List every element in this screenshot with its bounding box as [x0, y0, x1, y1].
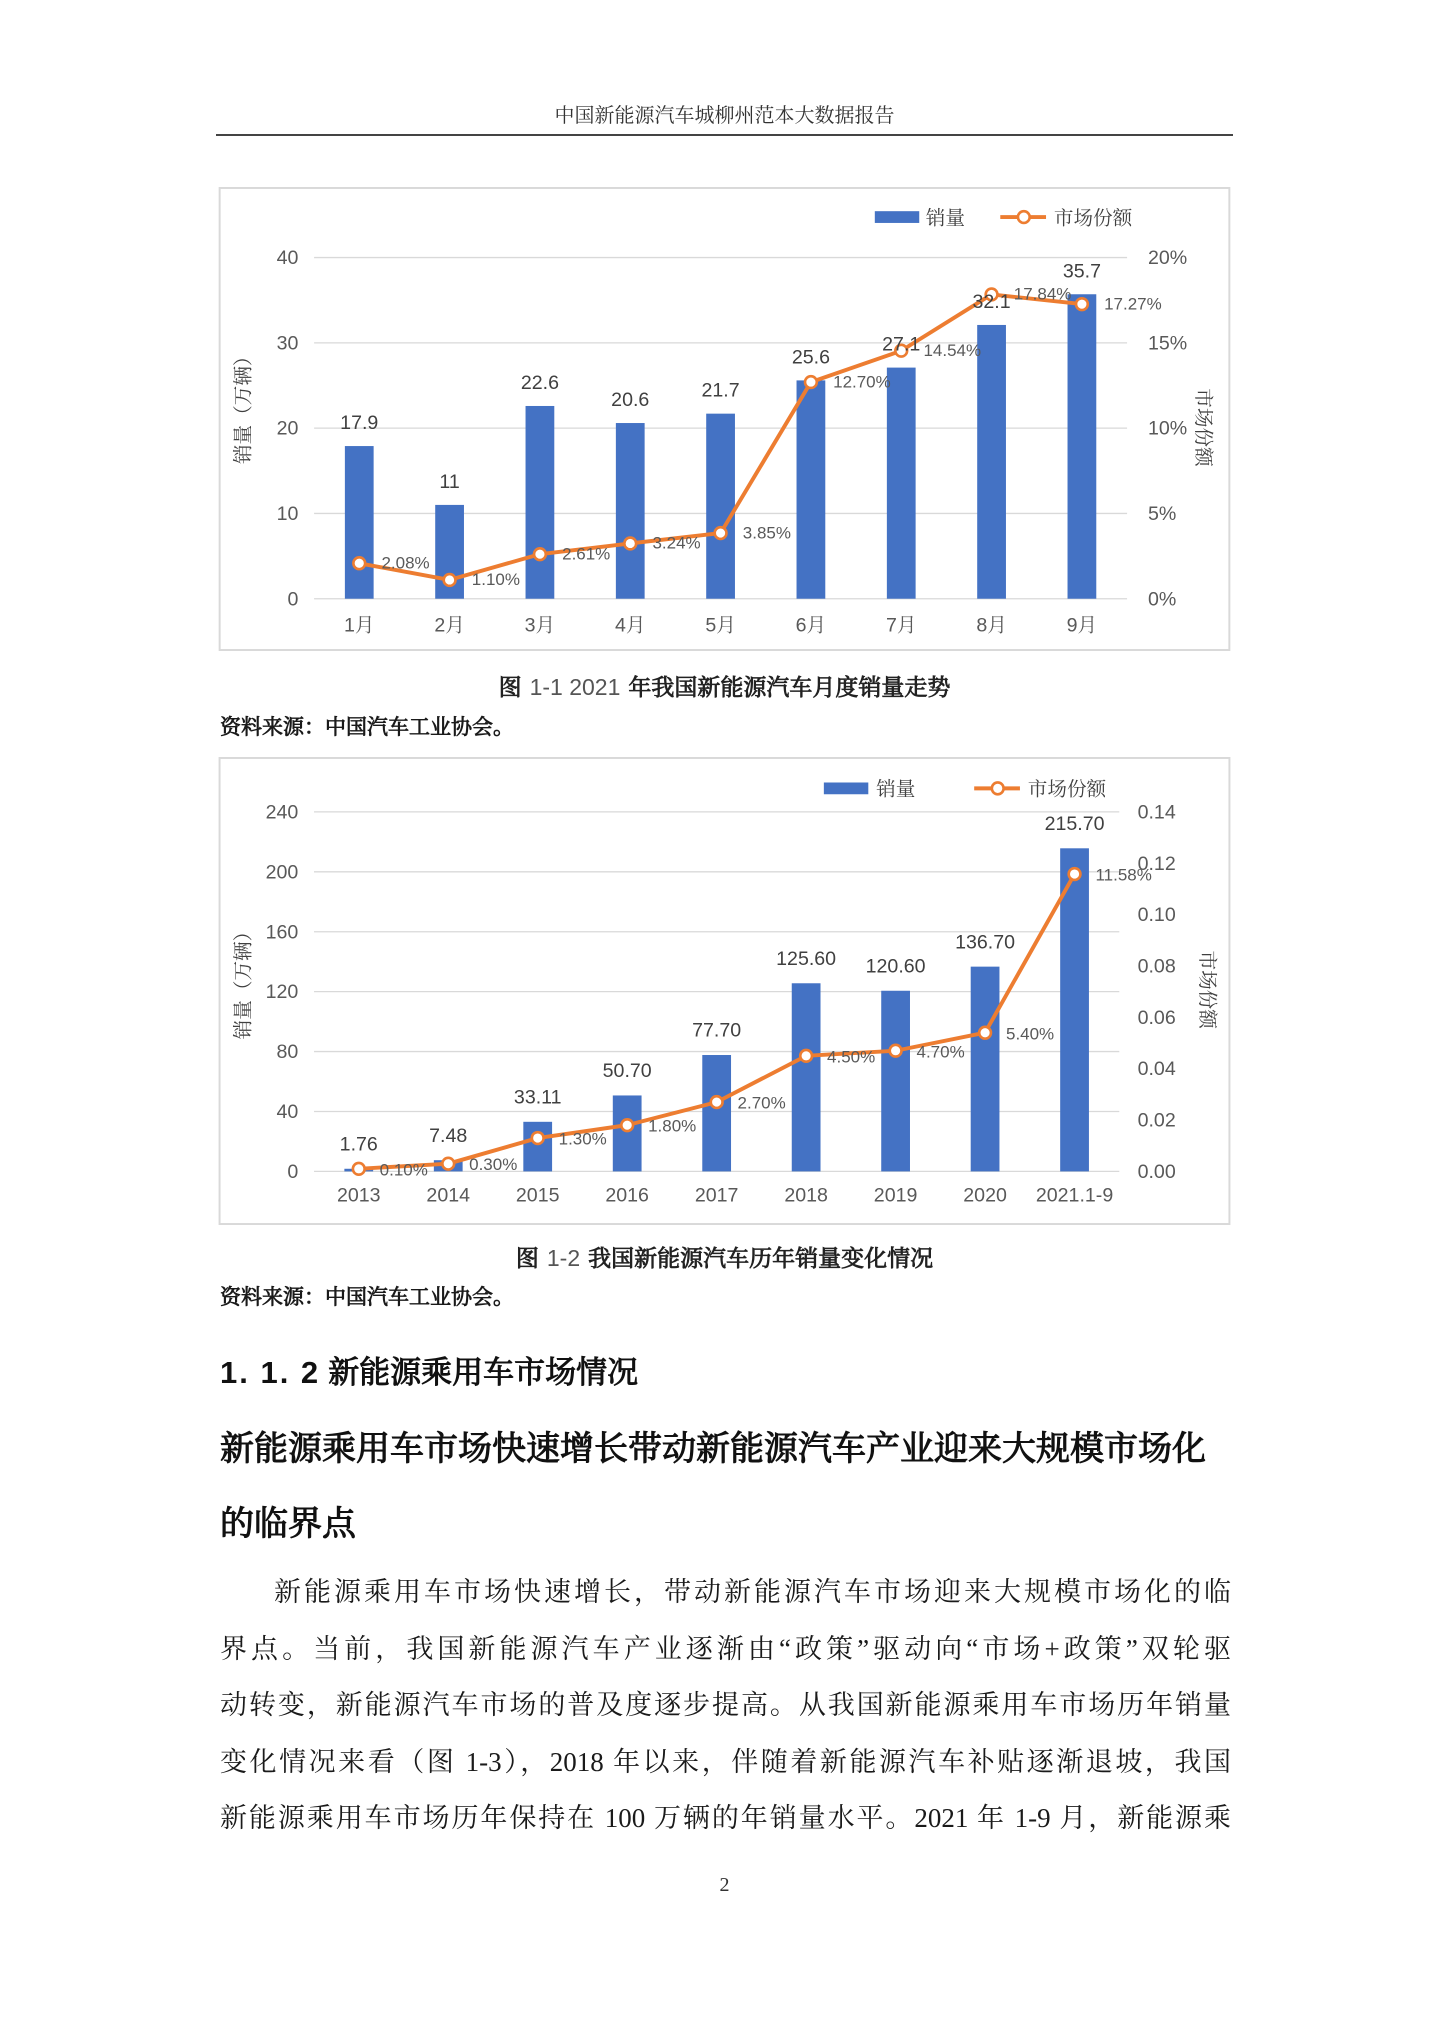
bar-value-label: 22.6 — [520, 371, 559, 394]
subtitle-line: 新能源乘用车市场快速增长带动新能源汽车产业迎来大规模市场化 — [220, 1429, 1206, 1469]
market-share-marker — [534, 548, 546, 560]
body-paragraph — [220, 1564, 1231, 1847]
body-line: 界点。当前，我国新能源汽车产业逐渐由“政策”驱动向“市场+政策”双轮驱 — [220, 1633, 1231, 1664]
y-axis-tick-label: 40 — [276, 247, 299, 270]
y2-axis-tick-label: 0.10 — [1137, 904, 1176, 927]
body-line: 新能源乘用车市场历年保持在 100 万辆的年销量水平。2021 年 1-9 月，新能源乘 — [220, 1803, 1231, 1834]
y2-axis-tick-label: 10% — [1147, 417, 1188, 440]
y-axis-title: 销量（万辆） — [232, 346, 255, 465]
x-axis-tick-label: 2013 — [336, 1184, 381, 1207]
market-share-label: 2.70% — [737, 1093, 786, 1113]
market-share-label: 4.70% — [916, 1042, 965, 1062]
y2-axis-tick-label: 0.08 — [1137, 955, 1176, 978]
y-axis-tick-label: 120 — [265, 981, 299, 1004]
sales-bar — [523, 1122, 552, 1172]
running-header: 中国新能源汽车城柳州范本大数据报告 — [554, 103, 895, 127]
sales-bar — [1060, 848, 1089, 1171]
y-axis-tick-label: 0 — [287, 588, 299, 611]
bar-value-label: 35.7 — [1062, 260, 1101, 283]
section-title: 新能源乘用车市场情况 — [328, 1355, 639, 1391]
market-share-marker — [532, 1132, 544, 1144]
market-share-marker — [1069, 868, 1081, 880]
x-axis-tick-label: 9月 — [1066, 614, 1098, 637]
market-share-label: 17.27% — [1104, 294, 1162, 314]
y2-axis-tick-label: 5% — [1147, 502, 1177, 525]
y2-axis-tick-label: 0.04 — [1137, 1058, 1176, 1081]
market-share-marker — [715, 527, 727, 539]
sales-bar — [345, 446, 374, 599]
sales-bar — [977, 325, 1006, 599]
monthly-sales-chart — [218, 187, 1231, 651]
x-axis-tick-label: 2020 — [963, 1184, 1007, 1207]
bar-value-label: 27.1 — [882, 333, 921, 356]
market-share-marker — [353, 557, 365, 569]
y-axis-tick-label: 10 — [276, 502, 299, 525]
sales-bar — [1068, 294, 1097, 598]
caption-text: 我国新能源汽车历年销量变化情况 — [588, 1246, 934, 1272]
x-axis-tick-label: 2月 — [434, 614, 465, 637]
caption-number: 1-2 — [546, 1245, 581, 1271]
subtitle-line: 的临界点 — [220, 1504, 356, 1544]
market-share-label: 12.70% — [833, 372, 891, 392]
y-axis-tick-label: 0 — [287, 1160, 299, 1183]
x-axis-tick-label: 4月 — [614, 614, 646, 637]
market-share-label: 0.10% — [379, 1160, 428, 1180]
y2-axis-tick-label: 20% — [1147, 247, 1188, 270]
legend-share-label: 市场份额 — [1027, 778, 1107, 801]
bar-value-label: 125.60 — [776, 947, 837, 970]
bar-value-label: 136.70 — [955, 931, 1016, 954]
x-axis-tick-label: 2021.1-9 — [1035, 1184, 1114, 1207]
market-share-marker — [979, 1027, 991, 1039]
page-number: 2 — [719, 1874, 730, 1896]
bar-value-label: 20.6 — [611, 389, 650, 412]
y-axis-tick-label: 240 — [265, 801, 299, 824]
figure-1-caption — [218, 671, 1231, 703]
x-axis-tick-label: 2017 — [694, 1184, 739, 1207]
sales-bar — [526, 406, 555, 599]
y2-axis-tick-label: 0.14 — [1137, 801, 1176, 824]
legend-sales-swatch — [875, 211, 919, 223]
bar-value-label: 33.11 — [513, 1086, 562, 1109]
x-axis-tick-label: 5月 — [705, 614, 736, 637]
market-share-marker — [624, 538, 636, 550]
market-share-label: 4.50% — [827, 1047, 876, 1067]
y-axis-tick-label: 200 — [265, 861, 299, 884]
x-axis-tick-label: 2019 — [873, 1184, 918, 1207]
bar-value-label: 77.70 — [692, 1019, 742, 1042]
bar-value-label: 21.7 — [701, 379, 740, 402]
figure-1-source: 资料来源：中国汽车工业协会。 — [220, 715, 514, 739]
section-subtitle — [220, 1412, 1231, 1562]
y2-axis-tick-label: 0.00 — [1137, 1160, 1176, 1183]
y2-axis-title: 市场份额 — [1195, 950, 1218, 1029]
sales-bar — [616, 423, 645, 599]
bar-value-label: 32.1 — [972, 290, 1011, 313]
market-share-marker — [711, 1096, 723, 1108]
market-share-label: 1.30% — [558, 1129, 607, 1149]
caption-label: 图 — [498, 675, 522, 701]
market-share-marker — [800, 1050, 812, 1062]
market-share-marker — [353, 1163, 365, 1175]
bar-value-label: 215.70 — [1044, 813, 1105, 836]
bar-value-label: 25.6 — [791, 346, 830, 369]
legend-share-label: 市场份额 — [1053, 207, 1133, 230]
market-share-label: 5.40% — [1005, 1024, 1055, 1044]
bar-value-label: 7.48 — [429, 1124, 468, 1147]
bar-value-label: 50.70 — [602, 1060, 652, 1083]
sales-bar — [797, 380, 826, 598]
y-axis-tick-label: 30 — [276, 332, 299, 355]
figure-2-caption — [218, 1242, 1231, 1274]
bar-value-label: 11 — [439, 470, 460, 493]
body-line: 动转变，新能源汽车市场的普及度逐步提高。从我国新能源乘用车市场历年销量 — [220, 1690, 1231, 1721]
market-share-label: 14.54% — [923, 340, 982, 360]
market-share-marker — [805, 376, 817, 388]
market-share-marker — [621, 1119, 633, 1131]
sales-bar — [613, 1095, 642, 1171]
section-heading — [220, 1354, 638, 1392]
market-share-label: 2.08% — [381, 553, 430, 573]
bar-value-label: 1.76 — [339, 1133, 378, 1156]
y2-axis-tick-label: 0.02 — [1137, 1109, 1176, 1132]
body-line: 变化情况来看（图 1-3），2018 年以来，伴随着新能源汽车补贴逐渐退坡，我国 — [220, 1746, 1231, 1777]
header-rule — [216, 134, 1233, 136]
caption-text: 年我国新能源汽车月度销量走势 — [628, 675, 951, 701]
x-axis-tick-label: 2018 — [784, 1184, 828, 1207]
y2-axis-title: 市场份额 — [1191, 388, 1214, 467]
x-axis-tick-label: 1月 — [344, 614, 375, 637]
figure-2-source: 资料来源：中国汽车工业协会。 — [220, 1285, 514, 1309]
x-axis-tick-label: 3月 — [524, 614, 556, 637]
market-share-label: 17.84% — [1013, 284, 1072, 304]
x-axis-tick-label: 2015 — [515, 1184, 560, 1207]
sales-bar — [702, 1055, 731, 1171]
market-share-marker — [890, 1045, 902, 1057]
y2-axis-tick-label: 0% — [1147, 588, 1177, 611]
market-share-label: 3.85% — [742, 523, 791, 543]
body-line: 新能源乘用车市场快速增长，带动新能源汽车市场迎来大规模市场化的临 — [274, 1577, 1231, 1607]
market-share-marker — [444, 574, 456, 586]
legend-share-marker — [992, 782, 1004, 794]
x-axis-tick-label: 6月 — [795, 614, 827, 637]
market-share-marker — [442, 1158, 454, 1170]
bar-value-label: 120.60 — [865, 955, 926, 978]
market-share-label: 1.80% — [648, 1116, 697, 1136]
y2-axis-tick-label: 0.12 — [1137, 852, 1176, 875]
x-axis-tick-label: 8月 — [976, 614, 1007, 637]
y-axis-tick-label: 160 — [265, 921, 299, 944]
market-share-marker — [1076, 298, 1088, 310]
figure-1 — [218, 187, 1231, 651]
legend-sales-label: 销量 — [925, 207, 965, 230]
sales-bar — [881, 991, 910, 1172]
market-share-label: 2.61% — [562, 544, 611, 564]
x-axis-tick-label: 2014 — [426, 1184, 471, 1207]
legend-share-marker — [1018, 211, 1030, 223]
market-share-label: 0.30% — [469, 1155, 518, 1175]
figure-2 — [218, 757, 1231, 1225]
y-axis-tick-label: 40 — [276, 1101, 299, 1124]
y-axis-tick-label: 80 — [276, 1041, 299, 1064]
legend-sales-label: 销量 — [876, 778, 916, 801]
bar-value-label: 17.9 — [340, 412, 379, 435]
annual-sales-chart — [218, 757, 1231, 1225]
y-axis-tick-label: 20 — [276, 417, 299, 440]
x-axis-tick-label: 2016 — [605, 1184, 649, 1207]
y2-axis-tick-label: 15% — [1147, 332, 1188, 355]
market-share-label: 11.58% — [1095, 865, 1152, 885]
caption-number: 1-1 2021 — [529, 674, 621, 700]
y2-axis-tick-label: 0.06 — [1137, 1006, 1176, 1029]
caption-label: 图 — [515, 1246, 539, 1272]
x-axis-tick-label: 7月 — [885, 614, 917, 637]
market-share-label: 1.10% — [471, 570, 520, 590]
sales-bar — [971, 967, 1000, 1172]
market-share-label: 3.24% — [652, 533, 701, 553]
legend-sales-swatch — [824, 782, 868, 794]
sales-bar — [706, 414, 735, 599]
sales-bar — [792, 983, 821, 1171]
sales-bar — [887, 368, 916, 599]
y-axis-title: 销量（万辆） — [232, 921, 255, 1040]
section-number: 1. 1. 2 — [220, 1355, 321, 1390]
